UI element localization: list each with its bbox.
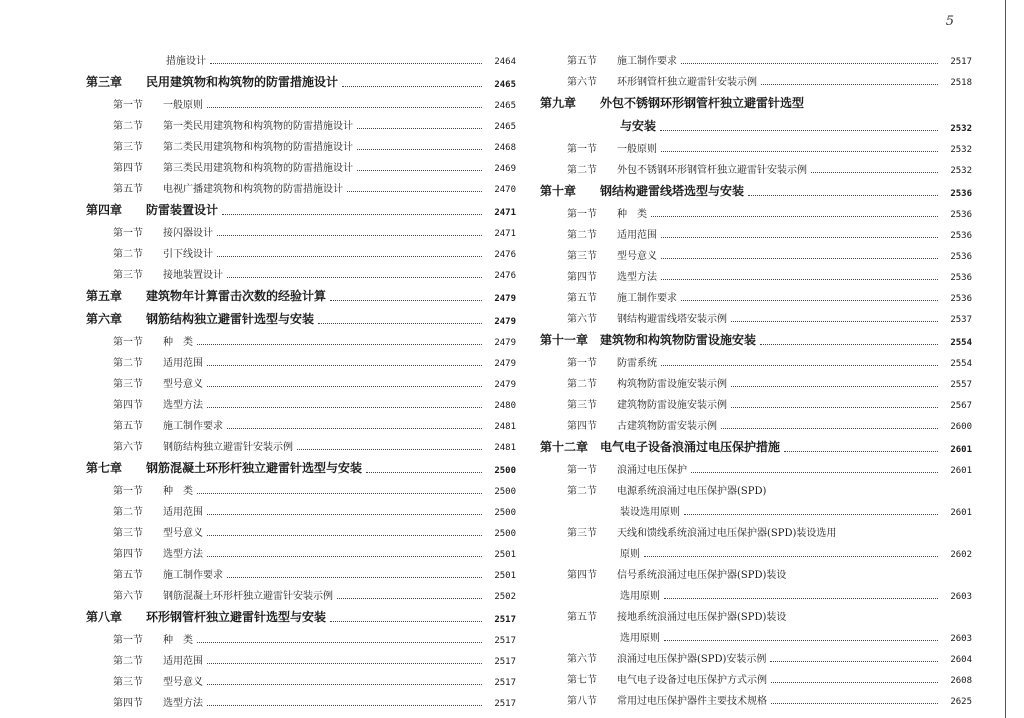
toc-entry-label: 第二节 xyxy=(567,486,597,497)
toc-leader-dots xyxy=(197,492,482,494)
toc-entry-title: 施工制作要求 xyxy=(163,421,223,432)
toc-entry-title: 古建筑物防雷安装示例 xyxy=(617,421,717,432)
toc-section-entry[interactable] xyxy=(540,262,972,283)
toc-entry-label: 第一节 xyxy=(567,465,597,476)
toc-entry-title: 接闪器设计 xyxy=(163,228,213,239)
toc-page-number: 2600 xyxy=(950,422,972,432)
toc-page-number: 2501 xyxy=(494,550,516,560)
toc-page-number: 2500 xyxy=(494,466,516,476)
toc-entry-title: 钢筋结构独立避雷针安装示例 xyxy=(163,442,293,453)
toc-page-number: 2517 xyxy=(494,699,516,709)
toc-entry-title: 与安装 xyxy=(620,119,657,133)
toc-entry-title: 电源系统浪涌过电压保护器(SPD) xyxy=(617,486,767,497)
toc-entry-label: 第三节 xyxy=(113,270,143,281)
toc-section-entry[interactable] xyxy=(540,476,972,497)
toc-entry-title: 钢结构避雷线塔选型与安装 xyxy=(600,184,745,198)
toc-page-number: 2480 xyxy=(494,401,516,411)
toc-entry-title: 施工制作要求 xyxy=(617,56,677,67)
toc-section-entry[interactable] xyxy=(540,497,972,518)
toc-page-number: 2500 xyxy=(494,508,516,518)
toc-section-entry[interactable] xyxy=(540,348,972,369)
toc-entry-label: 第五节 xyxy=(113,421,143,432)
toc-section-entry[interactable] xyxy=(86,646,516,667)
toc-section-entry[interactable] xyxy=(86,411,516,432)
toc-leader-dots xyxy=(227,276,482,278)
toc-entry-title: 环形钢管杆独立避雷针安装示例 xyxy=(617,77,757,88)
toc-entry-title: 接地装置设计 xyxy=(163,270,223,281)
toc-leader-dots xyxy=(644,555,938,557)
toc-chapter-entry[interactable] xyxy=(86,281,516,304)
toc-page-number: 2517 xyxy=(494,678,516,688)
toc-section-entry[interactable] xyxy=(540,369,972,390)
toc-entry-title: 引下线设计 xyxy=(163,249,213,260)
toc-section-entry[interactable] xyxy=(86,560,516,581)
toc-page-number: 2567 xyxy=(950,401,972,411)
toc-entry-label: 第二节 xyxy=(567,230,597,241)
toc-section-entry[interactable] xyxy=(540,134,972,155)
toc-section-entry[interactable] xyxy=(86,667,516,688)
toc-leader-dots xyxy=(207,385,482,387)
toc-page-number: 2465 xyxy=(494,80,516,90)
toc-leader-dots xyxy=(197,343,482,345)
toc-entry-label: 第九章 xyxy=(540,96,577,110)
toc-entry-title: 施工制作要求 xyxy=(163,570,223,581)
toc-section-entry[interactable] xyxy=(86,153,516,174)
toc-entry-title: 种 类 xyxy=(617,209,647,220)
toc-leader-dots xyxy=(748,194,938,196)
toc-section-entry[interactable] xyxy=(86,688,516,709)
toc-leader-dots xyxy=(784,450,938,452)
toc-entry-title: 适用范围 xyxy=(163,656,203,667)
toc-entry-title: 选型方法 xyxy=(163,698,203,709)
toc-chapter-entry[interactable] xyxy=(540,325,972,348)
toc-entry-label: 第六节 xyxy=(113,591,143,602)
toc-entry-label: 第四节 xyxy=(567,570,597,581)
toc-page-number: 2500 xyxy=(494,529,516,539)
toc-page-number: 2476 xyxy=(494,271,516,281)
toc-entry-label: 第三节 xyxy=(567,528,597,539)
toc-section-entry[interactable] xyxy=(86,348,516,369)
toc-entry-title: 钢筋混凝土环形杆独立避雷针安装示例 xyxy=(163,591,333,602)
toc-page-number: 2601 xyxy=(950,445,972,455)
toc-section-entry[interactable] xyxy=(86,239,516,260)
toc-page-number: 2625 xyxy=(950,697,972,707)
toc-leader-dots xyxy=(731,385,938,387)
toc-leader-dots xyxy=(661,364,938,366)
toc-page-number: 2471 xyxy=(494,229,516,239)
toc-entry-label: 第十一章 xyxy=(540,333,589,347)
toc-page-number: 2517 xyxy=(494,636,516,646)
toc-entry-label: 第六节 xyxy=(113,442,143,453)
toc-entry-title: 建筑物和构筑物防雷设施安装 xyxy=(600,333,757,347)
toc-leader-dots xyxy=(207,662,482,664)
toc-entry-title: 钢筋混凝土环形杆独立避雷针选型与安装 xyxy=(146,461,363,475)
toc-leader-dots xyxy=(731,406,938,408)
page-edge-line xyxy=(1005,0,1006,718)
toc-entry-title: 种 类 xyxy=(163,635,193,646)
toc-entry-title: 浪涌过电压保护器(SPD)安装示例 xyxy=(617,654,767,665)
toc-section-entry[interactable] xyxy=(540,644,972,665)
toc-leader-dots xyxy=(664,597,938,599)
toc-section-entry[interactable] xyxy=(86,625,516,646)
toc-entry-title: 电气电子设备过电压保护方式示例 xyxy=(617,675,767,686)
toc-page-number: 2532 xyxy=(950,145,972,155)
toc-page-number: 2479 xyxy=(494,380,516,390)
toc-leader-dots xyxy=(210,62,482,64)
toc-leader-dots xyxy=(691,471,938,473)
toc-entry-label: 第十二章 xyxy=(540,440,589,454)
toc-leader-dots xyxy=(207,534,482,536)
toc-entry-title: 施工制作要求 xyxy=(617,293,677,304)
toc-leader-dots xyxy=(330,620,482,622)
toc-leader-dots xyxy=(227,576,482,578)
toc-leader-dots xyxy=(342,85,482,87)
toc-entry-label: 第四节 xyxy=(113,400,143,411)
toc-entry-title: 防雷装置设计 xyxy=(146,203,219,217)
toc-entry-title: 钢结构避雷线塔安装示例 xyxy=(617,314,727,325)
toc-right-column xyxy=(540,46,972,707)
toc-entry-title: 装设选用原则 xyxy=(620,507,680,518)
toc-entry-title: 电气电子设备浪涌过电压保护措施 xyxy=(600,440,781,454)
toc-leader-dots xyxy=(330,299,482,301)
toc-page-number: 2603 xyxy=(950,634,972,644)
toc-leader-dots xyxy=(661,150,938,152)
toc-page-number: 2518 xyxy=(950,78,972,88)
toc-entry-label: 第一节 xyxy=(113,337,143,348)
toc-entry-label: 第六节 xyxy=(567,654,597,665)
toc-page-number: 2500 xyxy=(494,487,516,497)
toc-entry-label: 第二节 xyxy=(567,165,597,176)
toc-section-entry[interactable] xyxy=(540,686,972,707)
toc-leader-dots xyxy=(664,639,938,641)
toc-leader-dots xyxy=(770,660,938,662)
toc-page-number: 2465 xyxy=(494,122,516,132)
toc-entry-title: 种 类 xyxy=(163,337,193,348)
toc-leader-dots xyxy=(222,213,482,215)
toc-entry-title: 钢筋结构独立避雷针选型与安装 xyxy=(146,312,315,326)
toc-leader-dots xyxy=(318,322,482,324)
toc-page-number: 2502 xyxy=(494,592,516,602)
toc-chapter-entry[interactable] xyxy=(86,304,516,327)
toc-entry-title: 型号意义 xyxy=(617,251,657,262)
toc-page-number: 2536 xyxy=(950,252,972,262)
toc-page-number: 2603 xyxy=(950,592,972,602)
toc-chapter-entry[interactable] xyxy=(86,602,516,625)
toc-leader-dots xyxy=(207,704,482,706)
toc-entry-label: 第二节 xyxy=(113,656,143,667)
toc-leader-dots xyxy=(761,83,938,85)
toc-section-entry[interactable] xyxy=(540,518,972,539)
toc-chapter-entry[interactable] xyxy=(540,88,972,111)
toc-entry-title: 适用范围 xyxy=(617,230,657,241)
toc-entry-title: 民用建筑物和构筑物的防雷措施设计 xyxy=(146,75,339,89)
toc-page-number: 2536 xyxy=(950,189,972,199)
toc-entry-title: 第三类民用建筑物和构筑物的防雷措施设计 xyxy=(163,163,353,174)
toc-entry-title: 接地系统浪涌过电压保护器(SPD)装设 xyxy=(617,612,787,623)
toc-entry-title: 防雷系统 xyxy=(617,358,657,369)
toc-entry-label: 第五章 xyxy=(86,289,123,303)
toc-leader-dots xyxy=(771,702,938,704)
toc-leader-dots xyxy=(207,555,482,557)
toc-section-entry[interactable] xyxy=(540,155,972,176)
toc-entry-title: 天线和馈线系统浪涌过电压保护器(SPD)装设选用 xyxy=(617,528,837,539)
toc-entry-title: 适用范围 xyxy=(163,358,203,369)
toc-section-entry[interactable] xyxy=(540,581,972,602)
toc-chapter-entry[interactable] xyxy=(540,432,972,455)
toc-left-column xyxy=(86,46,516,709)
toc-section-entry[interactable] xyxy=(540,220,972,241)
toc-page-number: 2481 xyxy=(494,422,516,432)
toc-page-number: 2479 xyxy=(494,359,516,369)
toc-page-number: 2465 xyxy=(494,101,516,111)
toc-section-entry[interactable] xyxy=(540,199,972,220)
toc-section-entry[interactable] xyxy=(540,390,972,411)
toc-entry-title: 第二类民用建筑物和构筑物的防雷措施设计 xyxy=(163,142,353,153)
toc-chapter-entry[interactable] xyxy=(540,176,972,199)
toc-entry-label: 第二节 xyxy=(113,249,143,260)
toc-page-number: 2517 xyxy=(950,57,972,67)
toc-section-entry[interactable] xyxy=(86,218,516,239)
toc-entry-label: 第四章 xyxy=(86,203,123,217)
toc-entry-label: 第一节 xyxy=(113,635,143,646)
toc-page-number: 2537 xyxy=(950,315,972,325)
toc-entry-title: 措施设计 xyxy=(166,56,206,67)
toc-page-number: 2469 xyxy=(494,164,516,174)
toc-leader-dots xyxy=(357,127,482,129)
toc-entry-label: 第五节 xyxy=(113,184,143,195)
toc-leader-dots xyxy=(771,681,938,683)
toc-entry-title: 选用原则 xyxy=(620,591,660,602)
toc-section-entry[interactable] xyxy=(540,665,972,686)
toc-section-entry[interactable] xyxy=(540,623,972,644)
toc-section-entry[interactable] xyxy=(86,174,516,195)
toc-leader-dots xyxy=(227,427,482,429)
toc-leader-dots xyxy=(297,448,482,450)
toc-section-entry[interactable] xyxy=(540,455,972,476)
toc-entry-label: 第五节 xyxy=(113,570,143,581)
toc-page-number: 2479 xyxy=(494,294,516,304)
toc-section-entry[interactable] xyxy=(540,602,972,623)
toc-leader-dots xyxy=(684,513,938,515)
toc-section-entry[interactable] xyxy=(540,411,972,432)
toc-entry-label: 第三节 xyxy=(113,677,143,688)
toc-entry-title: 环形钢管杆独立避雷针选型与安装 xyxy=(146,610,327,624)
toc-section-entry[interactable] xyxy=(86,369,516,390)
toc-entry-label: 第一节 xyxy=(567,209,597,220)
toc-entry-label: 第八章 xyxy=(86,610,123,624)
toc-entry-title: 电视广播建筑物和构筑物的防雷措施设计 xyxy=(163,184,343,195)
toc-leader-dots xyxy=(731,320,938,322)
toc-leader-dots xyxy=(661,278,938,280)
toc-section-entry[interactable] xyxy=(540,560,972,581)
toc-entry-title: 种 类 xyxy=(163,486,193,497)
toc-leader-dots xyxy=(207,406,482,408)
toc-entry-title: 型号意义 xyxy=(163,528,203,539)
toc-leader-dots xyxy=(217,234,482,236)
toc-leader-dots xyxy=(197,641,482,643)
toc-entry-title: 型号意义 xyxy=(163,379,203,390)
toc-entry-label: 第五节 xyxy=(567,293,597,304)
toc-entry-label: 第三节 xyxy=(113,528,143,539)
toc-leader-dots xyxy=(347,190,482,192)
toc-section-entry[interactable] xyxy=(540,304,972,325)
toc-entry-title: 型号意义 xyxy=(163,677,203,688)
toc-page-number: 2517 xyxy=(494,615,516,625)
toc-page-number: 2557 xyxy=(950,380,972,390)
toc-entry-label: 第五节 xyxy=(567,56,597,67)
toc-section-entry[interactable] xyxy=(540,283,972,304)
toc-entry-title: 一般原则 xyxy=(617,144,657,155)
toc-section-entry[interactable] xyxy=(86,476,516,497)
toc-page-number: 2536 xyxy=(950,294,972,304)
toc-entry-label: 第四节 xyxy=(567,421,597,432)
toc-entry-title: 外包不锈钢环形钢管杆独立避雷针选型 xyxy=(600,96,805,110)
toc-entry-label: 第七节 xyxy=(567,675,597,686)
toc-section-entry[interactable] xyxy=(540,111,972,134)
toc-leader-dots xyxy=(681,299,938,301)
toc-page-number: 2481 xyxy=(494,443,516,453)
toc-page-number: 2464 xyxy=(494,57,516,67)
toc-entry-label: 第二节 xyxy=(113,121,143,132)
toc-entry-label: 第五节 xyxy=(567,612,597,623)
toc-entry-label: 第四节 xyxy=(113,698,143,709)
toc-entry-title: 一般原则 xyxy=(163,100,203,111)
toc-section-entry[interactable] xyxy=(86,539,516,560)
toc-entry-label: 第十章 xyxy=(540,184,577,198)
toc-page-number: 2604 xyxy=(950,655,972,665)
toc-entry-title: 选型方法 xyxy=(163,400,203,411)
toc-section-entry[interactable] xyxy=(540,67,972,88)
toc-leader-dots xyxy=(207,513,482,515)
toc-section-entry[interactable] xyxy=(540,46,972,67)
toc-leader-dots xyxy=(357,148,482,150)
toc-page-number: 2608 xyxy=(950,676,972,686)
toc-page-number: 2501 xyxy=(494,571,516,581)
toc-leader-dots xyxy=(207,683,482,685)
toc-entry-title: 第一类民用建筑物和构筑物的防雷措施设计 xyxy=(163,121,353,132)
toc-leader-dots xyxy=(661,236,938,238)
toc-entry-label: 第二节 xyxy=(113,507,143,518)
toc-leader-dots xyxy=(207,106,482,108)
toc-entry-label: 第六节 xyxy=(567,77,597,88)
toc-leader-dots xyxy=(357,169,482,171)
toc-page-number: 2601 xyxy=(950,466,972,476)
toc-page-number: 2536 xyxy=(950,210,972,220)
toc-leader-dots xyxy=(207,364,482,366)
toc-entry-label: 第一节 xyxy=(567,358,597,369)
toc-entry-title: 外包不锈钢环形钢管杆独立避雷针安装示例 xyxy=(617,165,807,176)
toc-page-number: 2468 xyxy=(494,143,516,153)
toc-entry-label: 第三节 xyxy=(567,251,597,262)
toc-entry-label: 第三节 xyxy=(567,400,597,411)
toc-section-entry[interactable] xyxy=(540,241,972,262)
toc-page-number: 2536 xyxy=(950,273,972,283)
toc-chapter-entry[interactable] xyxy=(86,67,516,90)
page-number: 5 xyxy=(945,14,954,29)
toc-entry-label: 第一节 xyxy=(113,228,143,239)
toc-page-number: 2601 xyxy=(950,508,972,518)
toc-entry-title: 选型方法 xyxy=(163,549,203,560)
toc-page-number: 2470 xyxy=(494,185,516,195)
toc-page-number: 2536 xyxy=(950,231,972,241)
toc-entry-title: 适用范围 xyxy=(163,507,203,518)
toc-entry-title: 建筑物年计算雷击次数的经验计算 xyxy=(146,289,327,303)
toc-entry-label: 第八节 xyxy=(567,696,597,707)
toc-entry-label: 第六节 xyxy=(567,314,597,325)
toc-entry-label: 第三节 xyxy=(113,379,143,390)
toc-entry-title: 选型方法 xyxy=(617,272,657,283)
toc-leader-dots xyxy=(651,215,938,217)
toc-entry-title: 选用原则 xyxy=(620,633,660,644)
toc-section-entry[interactable] xyxy=(86,432,516,453)
toc-section-entry[interactable] xyxy=(86,111,516,132)
toc-entry-label: 第四节 xyxy=(113,163,143,174)
toc-page-number: 2532 xyxy=(950,166,972,176)
toc-page-number: 2554 xyxy=(950,338,972,348)
toc-page-number: 2532 xyxy=(950,124,972,134)
toc-chapter-entry[interactable] xyxy=(86,195,516,218)
toc-chapter-entry[interactable] xyxy=(86,453,516,476)
toc-entry-title: 原则 xyxy=(620,549,640,560)
toc-entry-label: 第一节 xyxy=(113,100,143,111)
toc-page-number: 2476 xyxy=(494,250,516,260)
toc-entry-label: 第三章 xyxy=(86,75,123,89)
toc-entry-label: 第四节 xyxy=(113,549,143,560)
toc-section-entry[interactable] xyxy=(540,539,972,560)
toc-page-number: 2479 xyxy=(494,317,516,327)
toc-leader-dots xyxy=(337,597,482,599)
toc-page-number: 2479 xyxy=(494,338,516,348)
toc-section-entry[interactable] xyxy=(86,327,516,348)
toc-section-entry[interactable] xyxy=(86,497,516,518)
toc-page-number: 2517 xyxy=(494,657,516,667)
toc-entry-label: 第一节 xyxy=(567,144,597,155)
toc-entry-label: 第四节 xyxy=(567,272,597,283)
toc-leader-dots xyxy=(661,257,938,259)
toc-section-entry[interactable] xyxy=(86,581,516,602)
toc-entry-label: 第二节 xyxy=(567,379,597,390)
toc-leader-dots xyxy=(721,427,938,429)
toc-entry-title: 浪涌过电压保护 xyxy=(617,465,687,476)
toc-entry-label: 第七章 xyxy=(86,461,123,475)
toc-page-number: 2471 xyxy=(494,208,516,218)
toc-page-number: 2554 xyxy=(950,359,972,369)
toc-section-entry[interactable] xyxy=(86,46,516,67)
toc-entry-label: 第三节 xyxy=(113,142,143,153)
toc-entry-label: 第一节 xyxy=(113,486,143,497)
toc-entry-label: 第六章 xyxy=(86,312,123,326)
toc-leader-dots xyxy=(366,471,482,473)
toc-section-entry[interactable] xyxy=(86,132,516,153)
toc-leader-dots xyxy=(660,129,938,131)
toc-entry-title: 常用过电压保护器件主要技术规格 xyxy=(617,696,767,707)
toc-leader-dots xyxy=(217,255,482,257)
toc-entry-title: 信号系统浪涌过电压保护器(SPD)装设 xyxy=(617,570,787,581)
toc-leader-dots xyxy=(760,343,938,345)
toc-page-number: 2602 xyxy=(950,550,972,560)
toc-entry-label: 第二节 xyxy=(113,358,143,369)
toc-leader-dots xyxy=(681,62,938,64)
toc-entry-title: 构筑物防雷设施安装示例 xyxy=(617,379,727,390)
toc-entry-title: 建筑物防雷设施安装示例 xyxy=(617,400,727,411)
toc-leader-dots xyxy=(811,171,938,173)
toc-section-entry[interactable] xyxy=(86,90,516,111)
toc-section-entry[interactable] xyxy=(86,518,516,539)
toc-section-entry[interactable] xyxy=(86,260,516,281)
toc-section-entry[interactable] xyxy=(86,390,516,411)
